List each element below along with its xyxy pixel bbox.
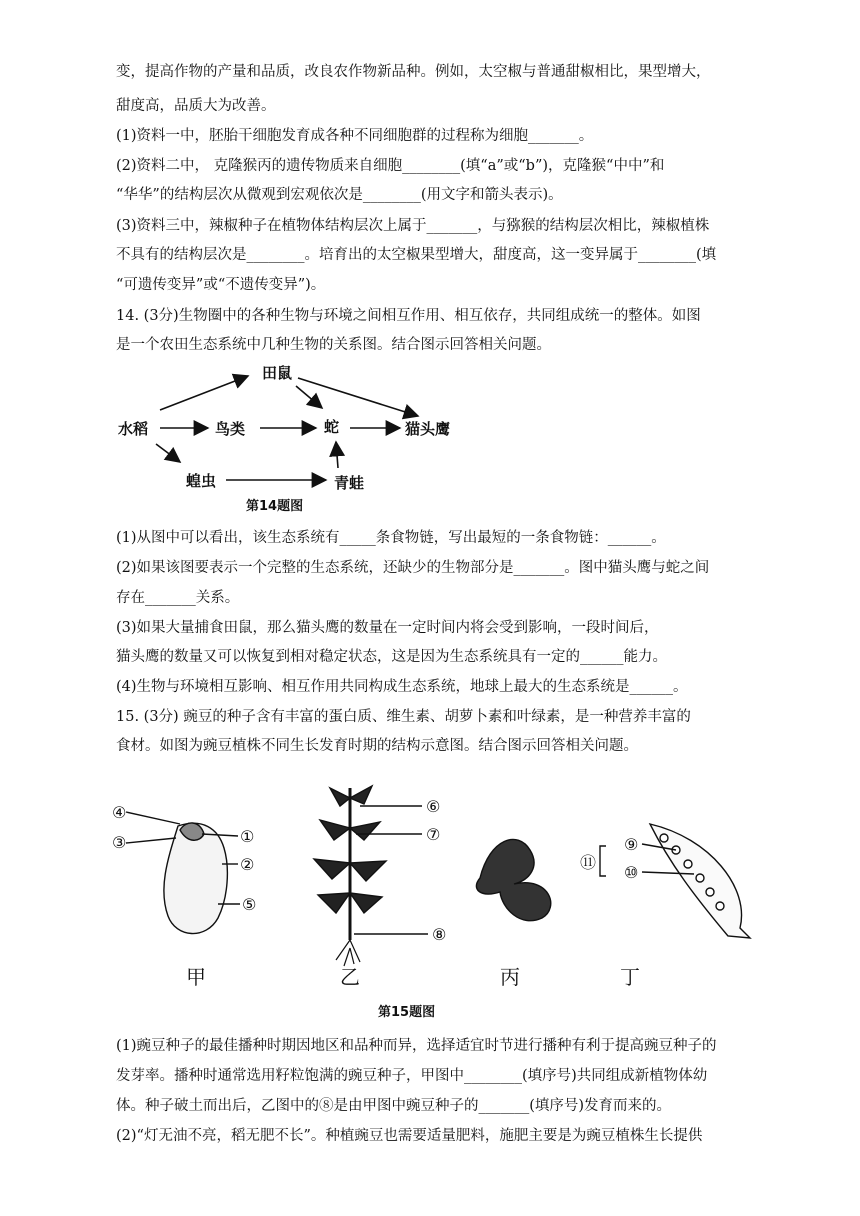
text-line: (2)资料二中， 克隆猴丙的遗传物质来自细胞________(填“a”或“b”)，克隆猴“中中”和 [116, 158, 665, 174]
text-line: “华华”的结构层次从微观到宏观依次是________(用文字和箭头表示)。 [116, 187, 563, 203]
pea-plant-diagram [110, 768, 770, 1028]
label-9: ⑨ [624, 835, 639, 854]
text-line: 发芽率。播种时通常选用籽粒饱满的豌豆种子，甲图中________(填序号)共同组成新植物体幼 [116, 1068, 708, 1084]
text-line: (3)资料三中，辣椒种子在植物体结构层次上属于_______，与猕猴的结构层次相比，辣椒植株 [116, 218, 710, 234]
question-14-intro: 14. (3分)生物圈中的各种生物与环境之间相互作用、相互依存，共同组成统一的整体。如图 [116, 308, 701, 324]
label-10: ⑩ [624, 863, 639, 882]
panel-ding: 丁 [620, 965, 640, 989]
node-locust: 蝗虫 [186, 472, 217, 490]
text-line: (2)“灯无油不亮，稻无肥不长”。种植豌豆也需要适量肥料，施肥主要是为豌豆植株生长提供 [116, 1128, 703, 1144]
node-rice: 水稻 [118, 420, 149, 438]
label-7: ⑦ [426, 825, 441, 844]
text-line: (2)如果该图要表示一个完整的生态系统，还缺少的生物部分是_______。图中猫头鹰与蛇之间 [116, 560, 710, 576]
text-line: 存在_______关系。 [116, 590, 240, 606]
arrow-mouse-snake [296, 386, 322, 408]
text-line: (1)豌豆种子的最佳播种时期因地区和品种而异，选择适宜时节进行播种有利于提高豌豆种子的 [116, 1038, 717, 1054]
text-line: “可遗传变异”或“不遗传变异”)。 [116, 277, 326, 293]
roots [336, 940, 360, 966]
text-line: (1)资料一中，胚胎干细胞发育成各种不同细胞群的过程称为细胞_______。 [116, 128, 594, 144]
arrow-frog-snake [336, 442, 338, 468]
text-line: (4)生物与环境相互影响、相互作用共同构成生态系统，地球上最大的生态系统是______。 [116, 679, 688, 695]
figure-15-caption: 第15题图 [378, 1005, 436, 1020]
label-1: ① [240, 827, 255, 846]
arrow-mouse-owl [298, 378, 418, 416]
panel-bing: 丙 [500, 965, 520, 989]
flower [476, 839, 550, 920]
text-line: 食材。如图为豌豆植株不同生长发育时期的结构示意图。结合图示回答相关问题。 [116, 738, 638, 754]
text-line: 体。种子破土而出后，乙图中的⑧是由甲图中豌豆种子的_______(填序号)发育而来的。 [116, 1098, 672, 1114]
text-line: 不具有的结构层次是________。培育出的太空椒果型增大，甜度高，这一变异属于________(填 [116, 247, 717, 263]
panel-yi: 乙 [340, 965, 360, 989]
label-3: ③ [112, 833, 127, 852]
node-snake: 蛇 [324, 418, 340, 436]
label-4: ④ [112, 803, 127, 822]
arrow-rice-mouse [160, 376, 248, 410]
arrow-rice-locust [156, 444, 180, 462]
text-line: 是一个农田生态系统中几种生物的关系图。结合图示回答相关问题。 [116, 337, 551, 353]
text-line: 变，提高作物的产量和品质，改良农作物新品种。例如，太空椒与普通甜椒相比，果型增大， [116, 64, 711, 80]
text-line: (3)如果大量捕食田鼠，那么猫头鹰的数量在一定时间内将会受到影响，一段时间后， [116, 620, 659, 636]
panel-jia: 甲 [186, 965, 206, 989]
question-15-intro: 15. (3分) 豌豆的种子含有丰富的蛋白质、维生素、胡萝卜素和叶绿素，是一种营养丰富的 [116, 709, 691, 725]
label-8: ⑧ [432, 925, 447, 944]
node-frog: 青蛙 [334, 474, 365, 492]
figure-14-caption: 第14题图 [246, 499, 304, 514]
label-5: ⑤ [242, 895, 257, 914]
food-web-diagram [100, 358, 480, 518]
text-line: 猫头鹰的数量又可以恢复到相对稳定状态，这是因为生态系统具有一定的______能力。 [116, 649, 667, 665]
node-mouse: 田鼠 [262, 364, 293, 382]
label-11: ⑪ [580, 853, 597, 872]
node-bird: 鸟类 [215, 420, 246, 438]
text-line: 甜度高，品质大为改善。 [116, 98, 276, 114]
text-line: (1)从图中可以看出，该生态系统有_____条食物链，写出最短的一条食物链：______。 [116, 530, 666, 546]
node-owl: 猫头鹰 [405, 420, 451, 438]
label-2: ② [240, 855, 255, 874]
label-6: ⑥ [426, 797, 441, 816]
